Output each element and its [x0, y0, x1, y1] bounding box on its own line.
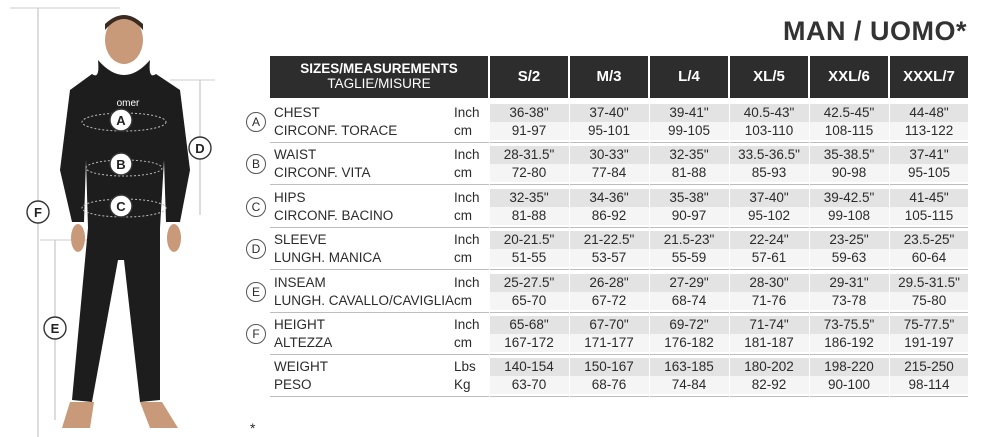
table-row [244, 189, 968, 207]
table-row [244, 146, 968, 164]
group-separator [270, 269, 968, 270]
size-value-cell: 90-98 [831, 165, 867, 181]
size-value-cell: 25-27.5" [503, 274, 555, 290]
size-value-cell: 51-55 [511, 250, 547, 266]
size-value-cell: 26-28" [589, 274, 629, 290]
table-row [244, 316, 968, 334]
table-row [244, 249, 968, 267]
size-value-cell: 32-35" [509, 189, 549, 205]
marker-f [27, 201, 49, 223]
size-value-cell: 74-84 [671, 377, 707, 393]
size-value-cell: 180-202 [744, 359, 794, 375]
size-value-cell: 29.5-31.5" [898, 274, 960, 290]
measure-name-it: CIRCONF. TORACE [274, 123, 398, 138]
measure-letter-badge: E [246, 282, 266, 302]
size-value-cell: 21-22.5" [583, 232, 635, 248]
unit-label: cm [454, 123, 472, 138]
measure-name-en: HEIGHT [274, 317, 326, 332]
size-value-cell: 35-38.5" [823, 147, 875, 163]
column-divider [809, 104, 810, 401]
size-value-cell: 90-97 [671, 207, 707, 223]
unit-label: Inch [454, 105, 480, 120]
marker-e [44, 317, 66, 339]
size-value-cell: 86-92 [591, 207, 627, 223]
size-value-cell: 67-72 [591, 292, 627, 308]
size-value-cell: 85-93 [751, 165, 787, 181]
size-value-cell: 67-70" [589, 317, 629, 332]
measure-name-en: INSEAM [274, 274, 326, 290]
size-value-cell: 63-70 [511, 377, 547, 393]
measure-letter-badge: F [246, 324, 266, 344]
size-value-cell: 22-24" [749, 232, 789, 248]
size-value-cell: 95-102 [747, 207, 791, 223]
wetsuit-pants [72, 228, 160, 402]
unit-label: cm [454, 250, 472, 266]
header-size-5: XXXL/7 [890, 56, 968, 98]
size-value-cell: 65-68" [509, 317, 549, 332]
size-value-cell: 41-45" [909, 189, 949, 205]
measure-name-it: PESO [274, 377, 312, 393]
measure-name-en: WAIST [274, 147, 317, 163]
header-size-0: S/2 [490, 56, 568, 98]
size-value-cell: 167-172 [504, 335, 554, 350]
size-value-cell: 150-167 [584, 359, 634, 375]
unit-label: Lbs [454, 359, 476, 375]
marker-letter: B [116, 157, 126, 172]
size-value-cell: 33.5-36.5" [738, 147, 800, 163]
unit-label: cm [454, 165, 472, 181]
size-value-cell: 90-100 [827, 377, 871, 393]
size-value-cell: 73-78 [831, 292, 867, 308]
column-divider [649, 104, 650, 401]
column-divider [489, 104, 490, 401]
table-row [244, 164, 968, 182]
size-value-cell: 91-97 [511, 123, 547, 138]
marker-letter: A [116, 113, 126, 128]
measure-name-en: HIPS [274, 189, 306, 205]
table-row [244, 274, 968, 292]
size-value-cell: 53-57 [591, 250, 627, 266]
measure-name-it: LUNGH. CAVALLO/CAVIGLIA [274, 292, 455, 308]
measure-name-en: CHEST [274, 105, 320, 120]
size-value-cell: 95-101 [587, 123, 631, 138]
measure-name-it: ALTEZZA [274, 335, 333, 350]
unit-label: Inch [454, 274, 480, 290]
size-value-cell: 103-110 [744, 123, 794, 138]
size-value-cell: 113-122 [904, 123, 954, 138]
size-value-cell: 191-197 [904, 335, 954, 350]
size-value-cell: 81-88 [511, 207, 547, 223]
size-value-cell: 71-76 [751, 292, 787, 308]
size-value-cell: 71-74" [749, 317, 789, 332]
table-row [244, 122, 968, 140]
group-separator [270, 142, 968, 143]
marker-d [189, 137, 211, 159]
unit-label: cm [454, 292, 472, 308]
wetsuit-figure-illustration [0, 0, 250, 437]
unit-label: Inch [454, 317, 480, 332]
unit-label: Kg [454, 377, 471, 393]
table-row [244, 358, 968, 376]
size-value-cell: 20-21.5" [503, 232, 555, 248]
column-divider [889, 104, 890, 401]
header-size-3: XL/5 [730, 56, 808, 98]
table-row [244, 292, 968, 310]
size-value-cell: 32-35" [669, 147, 709, 163]
measure-letter-badge: B [246, 154, 266, 174]
size-value-cell: 30-33" [589, 147, 629, 163]
size-value-cell: 82-92 [751, 377, 787, 393]
header-label-it: TAGLIE/MISURE [327, 76, 431, 91]
unit-label: Inch [454, 232, 480, 248]
size-value-cell: 37-41" [909, 147, 949, 163]
marker-letter: D [195, 141, 205, 156]
table-row [244, 334, 968, 352]
header-label-en: SIZES/MEASUREMENTS [300, 61, 458, 76]
size-value-cell: 40.5-43" [743, 105, 795, 120]
column-divider [569, 104, 570, 401]
size-value-cell: 21.5-23" [663, 232, 715, 248]
size-value-cell: 59-63 [831, 250, 867, 266]
unit-label: Inch [454, 189, 480, 205]
size-value-cell: 75-77.5" [903, 317, 955, 332]
size-value-cell: 171-177 [584, 335, 634, 350]
marker-letter: F [34, 205, 42, 220]
size-value-cell: 105-115 [904, 207, 954, 223]
size-value-cell: 99-108 [827, 207, 871, 223]
size-value-cell: 28-30" [749, 274, 789, 290]
size-value-cell: 181-187 [744, 335, 794, 350]
table-row [244, 104, 968, 122]
group-separator [270, 184, 968, 185]
size-value-cell: 28-31.5" [503, 147, 555, 163]
measure-letter-badge: A [246, 112, 266, 132]
group-separator [270, 396, 968, 397]
column-divider [729, 104, 730, 401]
measure-letter-badge: D [246, 239, 266, 259]
size-value-cell: 77-84 [591, 165, 627, 181]
unit-label: Inch [454, 147, 480, 163]
size-value-cell: 68-74 [671, 292, 707, 308]
size-value-cell: 23-25" [829, 232, 869, 248]
size-value-cell: 95-105 [907, 165, 951, 181]
header-size-1: M/3 [570, 56, 648, 98]
size-value-cell: 57-61 [751, 250, 787, 266]
measure-letter-badge: C [246, 197, 266, 217]
table-row [244, 231, 968, 249]
size-value-cell: 75-80 [911, 292, 947, 308]
size-value-cell: 36-38" [509, 105, 549, 120]
group-separator [270, 312, 968, 313]
brand-logo: omer [116, 98, 140, 109]
header-size-2: L/4 [650, 56, 728, 98]
size-value-cell: 39-42.5" [823, 189, 875, 205]
size-value-cell: 34-36" [589, 189, 629, 205]
page-title: MAN / UOMO* [783, 16, 967, 46]
size-value-cell: 68-76 [591, 377, 627, 393]
size-value-cell: 198-220 [824, 359, 874, 375]
group-separator [270, 354, 968, 355]
size-value-cell: 23.5-25" [903, 232, 955, 248]
size-value-cell: 44-48" [909, 105, 949, 120]
size-value-cell: 27-29" [669, 274, 709, 290]
measure-name-it: CIRCONF. VITA [274, 165, 371, 181]
size-value-cell: 37-40" [749, 189, 789, 205]
size-value-cell: 99-105 [667, 123, 711, 138]
measure-name-en: WEIGHT [274, 359, 328, 375]
size-value-cell: 108-115 [824, 123, 874, 138]
marker-a [110, 109, 132, 131]
size-value-cell: 140-154 [504, 359, 554, 375]
size-value-cell: 60-64 [911, 250, 947, 266]
unit-label: cm [454, 335, 472, 350]
group-separator [270, 227, 968, 228]
size-value-cell: 35-38" [669, 189, 709, 205]
header-label-cell [270, 56, 488, 98]
size-value-cell: 163-185 [664, 359, 714, 375]
size-value-cell: 72-80 [511, 165, 547, 181]
header-size-4: XXL/6 [810, 56, 888, 98]
size-value-cell: 37-40" [589, 105, 629, 120]
marker-letter: C [116, 199, 126, 214]
size-value-cell: 73-75.5" [823, 317, 875, 332]
size-value-cell: 65-70 [511, 292, 547, 308]
size-value-cell: 29-31" [829, 274, 869, 290]
size-value-cell: 176-182 [664, 335, 714, 350]
marker-letter: E [50, 321, 60, 336]
size-value-cell: 215-250 [904, 359, 954, 375]
measure-name-it: LUNGH. MANICA [274, 250, 382, 266]
table-row [244, 207, 968, 225]
table-row [244, 376, 968, 394]
size-value-cell: 69-72" [669, 317, 709, 332]
size-value-cell: 98-114 [908, 377, 950, 393]
size-value-cell: 42.5-45" [823, 105, 875, 120]
marker-b [110, 153, 132, 175]
size-value-cell: 186-192 [824, 335, 874, 350]
measure-name-en: SLEEVE [274, 232, 327, 248]
size-value-cell: 39-41" [669, 105, 709, 120]
unit-label: cm [454, 207, 472, 223]
measure-name-it: CIRCONF. BACINO [274, 207, 394, 223]
size-value-cell: 81-88 [671, 165, 707, 181]
size-value-cell: 55-59 [671, 250, 707, 266]
footnote-marker: * [250, 420, 256, 436]
marker-c [110, 195, 132, 217]
